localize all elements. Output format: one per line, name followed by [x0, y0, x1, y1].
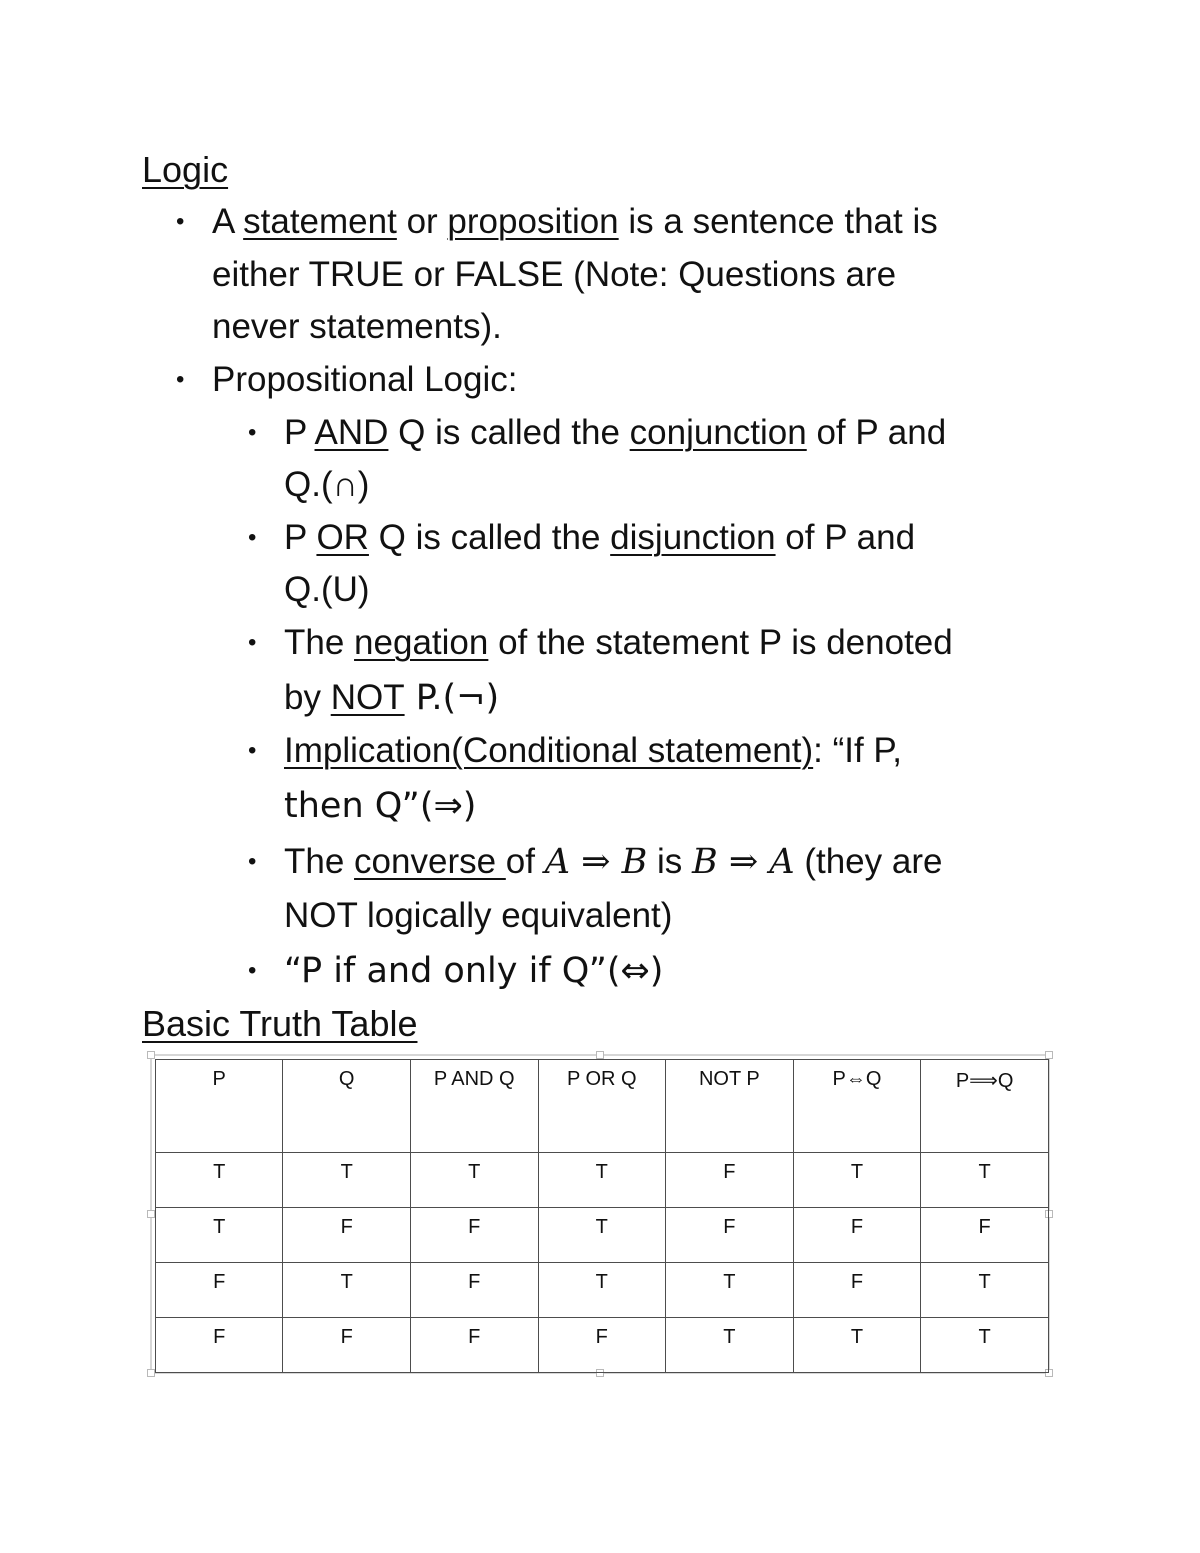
- table-row: [156, 1263, 1049, 1318]
- table-cell: T: [666, 1263, 794, 1318]
- implication-line-2: then Q”(⇒): [284, 786, 477, 826]
- statement-line-3: never statements).: [212, 307, 502, 346]
- propositional-logic-label: Propositional Logic:: [212, 360, 518, 399]
- resize-handle[interactable]: [147, 1369, 155, 1377]
- truth-table-heading: Basic Truth Table: [142, 1003, 418, 1044]
- term-statement: statement: [243, 202, 397, 241]
- table-cell: T: [666, 1318, 794, 1373]
- disjunction-line-2: Q.(U): [284, 570, 370, 609]
- bullet-icon: •: [248, 524, 257, 551]
- bullet-icon: •: [248, 737, 257, 764]
- term-not: NOT: [330, 678, 405, 717]
- table-cell: T: [538, 1263, 666, 1318]
- column-header: P AND Q: [410, 1060, 538, 1153]
- conjunction-line-1: [284, 413, 946, 453]
- converse-line-2: NOT logically equivalent): [284, 896, 673, 935]
- negation-line-1: [284, 623, 953, 663]
- table-cell: T: [921, 1318, 1049, 1373]
- text: P: [284, 518, 317, 557]
- bullet-icon: •: [248, 848, 257, 875]
- negation-line-2: [284, 678, 499, 718]
- text: or: [396, 202, 448, 241]
- table-cell: F: [538, 1318, 666, 1373]
- table-cell: T: [538, 1153, 666, 1208]
- text: is: [647, 842, 693, 881]
- table-cell: T: [156, 1153, 283, 1208]
- table-row: [156, 1208, 1049, 1263]
- table-cell: F: [283, 1318, 410, 1373]
- term-conjunction: conjunction: [629, 413, 807, 452]
- resize-handle[interactable]: [596, 1051, 604, 1059]
- table-cell: T: [283, 1263, 410, 1318]
- term-disjunction: disjunction: [610, 518, 776, 557]
- resize-handle[interactable]: [147, 1051, 155, 1059]
- text: The: [284, 842, 355, 881]
- text: by: [284, 678, 331, 717]
- table-cell: T: [921, 1263, 1049, 1318]
- text: P: [284, 413, 315, 452]
- conjunction-line-2: Q.(∩): [284, 465, 370, 504]
- table-cell: F: [283, 1208, 410, 1263]
- table-cell: F: [921, 1208, 1049, 1263]
- term-implication: Implication(Conditional statement): [284, 731, 814, 770]
- table-row: [156, 1153, 1049, 1208]
- resize-handle[interactable]: [1045, 1051, 1053, 1059]
- math-expression: B ⇒ A: [692, 842, 795, 882]
- text: A: [212, 202, 244, 241]
- text: of the statement P is denoted: [488, 623, 953, 662]
- table-cell: F: [410, 1208, 538, 1263]
- table-cell: T: [793, 1153, 921, 1208]
- disjunction-line-1: [284, 518, 915, 558]
- text: The: [284, 623, 355, 662]
- column-header: NOT P: [666, 1060, 794, 1153]
- column-header: Q: [283, 1060, 410, 1153]
- table-cell: F: [666, 1153, 794, 1208]
- text: : “If P,: [813, 731, 902, 770]
- implication-line-1: [284, 731, 902, 771]
- logic-heading: Logic: [142, 149, 229, 190]
- table-cell: F: [156, 1263, 283, 1318]
- truth-table-frame[interactable]: [150, 1054, 1050, 1374]
- text: Q is called the: [368, 518, 611, 557]
- table-cell: T: [538, 1208, 666, 1263]
- iff-line: “P if and only if Q”(⇔): [284, 951, 664, 991]
- statement-line-2: either TRUE or FALSE (Note: Questions are: [212, 255, 897, 294]
- table-row: [156, 1318, 1049, 1373]
- truth-table: [155, 1059, 1049, 1373]
- table-cell: T: [921, 1153, 1049, 1208]
- table-cell: F: [410, 1318, 538, 1373]
- table-cell: F: [410, 1263, 538, 1318]
- table-cell: T: [793, 1318, 921, 1373]
- bullet-icon: •: [176, 366, 185, 393]
- text: (they are: [794, 842, 943, 881]
- table-cell: F: [793, 1208, 921, 1263]
- bullet-icon: •: [176, 208, 185, 235]
- resize-handle[interactable]: [147, 1210, 155, 1218]
- table-cell: F: [156, 1318, 283, 1373]
- table-cell: T: [410, 1153, 538, 1208]
- text: is a sentence that is: [618, 202, 938, 241]
- column-header: P⇔Q: [793, 1060, 921, 1153]
- text: Q is called the: [388, 413, 630, 452]
- text: of: [505, 842, 545, 881]
- text: P.(¬): [404, 678, 500, 718]
- table-cell: F: [793, 1263, 921, 1318]
- converse-line-1: [284, 842, 942, 882]
- math-expression: A ⇒ B: [544, 842, 648, 882]
- term-and: AND: [314, 413, 389, 452]
- column-header: P OR Q: [538, 1060, 666, 1153]
- text: of P and: [775, 518, 916, 557]
- term-negation: negation: [354, 623, 489, 662]
- term-or: OR: [316, 518, 369, 557]
- statement-line-1: [212, 202, 938, 242]
- table-cell: T: [156, 1208, 283, 1263]
- bullet-icon: •: [248, 419, 257, 446]
- table-cell: F: [666, 1208, 794, 1263]
- table-cell: T: [283, 1153, 410, 1208]
- bullet-icon: •: [248, 957, 257, 984]
- column-header: P: [156, 1060, 283, 1153]
- bullet-icon: •: [248, 629, 257, 656]
- text: of P and: [806, 413, 947, 452]
- term-proposition: proposition: [447, 202, 619, 241]
- term-converse: converse: [354, 842, 506, 881]
- table-header-row: [156, 1060, 1049, 1153]
- column-header: P⟹Q: [921, 1060, 1049, 1153]
